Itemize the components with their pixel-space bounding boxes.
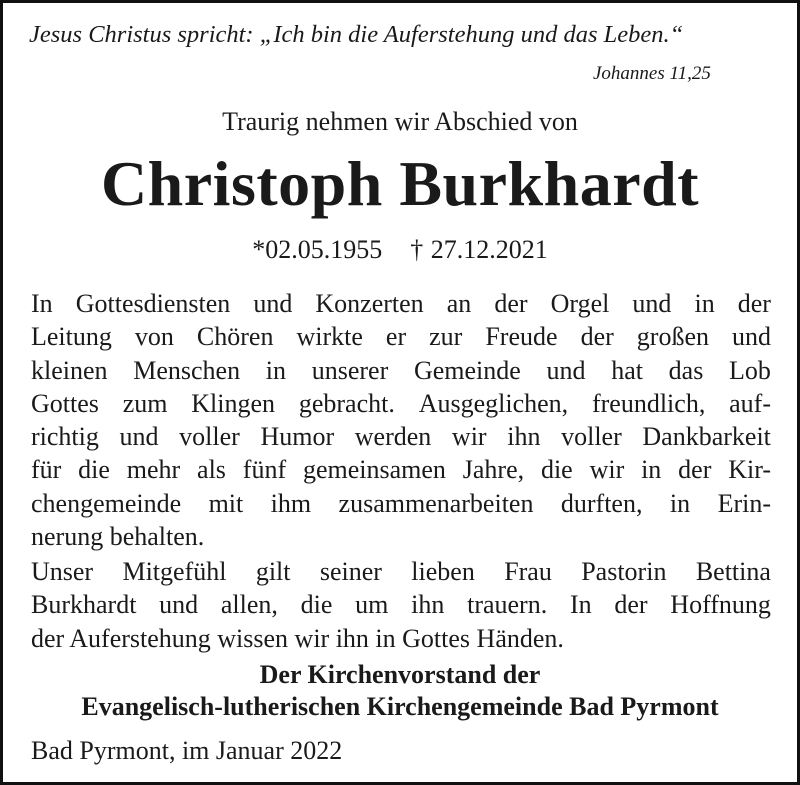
paragraph-line: kleinen Menschen in unserer Gemeinde und hat das Lob (31, 355, 771, 385)
tribute-paragraph (31, 287, 771, 553)
paragraph-line: richtig und voller Humor werden wir ihn voller Dankbarkeit (31, 422, 771, 452)
life-dates (3, 235, 797, 265)
paragraph-line: In Gottesdiensten und Konzerten an der Orgel und in der (31, 289, 771, 318)
paragraph-line: Burkhardt und allen, die um ihn trauern. In der Hoffnung (31, 590, 771, 620)
signature-line-1: Der Kirchenvorstand der (259, 660, 541, 689)
paragraph-line: Gottes zum Klingen gebracht. Ausgeglichen, freundlich, auf- (31, 388, 771, 418)
intro-text: Traurig nehmen wir Abschied von (222, 107, 578, 136)
paragraph-line: chengemeinde mit ihm zusammenarbeiten durften, in Erin- (31, 488, 771, 518)
place-and-date: Bad Pyrmont, im Januar 2022 (31, 736, 343, 765)
birth-date: *02.05.1955 (252, 235, 383, 264)
paragraph-line: nerung behalten. (31, 522, 205, 552)
paragraph-line: Unser Mitgefühl gilt seiner lieben Frau Pastorin Bettina (31, 557, 771, 586)
bible-quote: Jesus Christus spricht: „Ich bin die Auferstehung und das Leben.“ (29, 21, 684, 48)
deceased-name: Christoph Burkhardt (100, 148, 700, 219)
death-date: † 27.12.2021 (410, 235, 548, 264)
paragraph-line: Leitung von Chören wirkte er zur Freude der großen und (31, 322, 771, 352)
signature-line-2: Evangelisch-lutherischen Kirchengemeinde Bad Pyrmont (81, 692, 719, 721)
condolence-paragraph (31, 555, 771, 655)
quote-reference: Johannes 11,25 (593, 63, 711, 84)
paragraph-line: für die mehr als fünf gemeinsamen Jahre, die wir in der Kir- (31, 455, 771, 485)
paragraph-line: der Auferstehung wissen wir ihn in Gottes Händen. (31, 623, 564, 653)
